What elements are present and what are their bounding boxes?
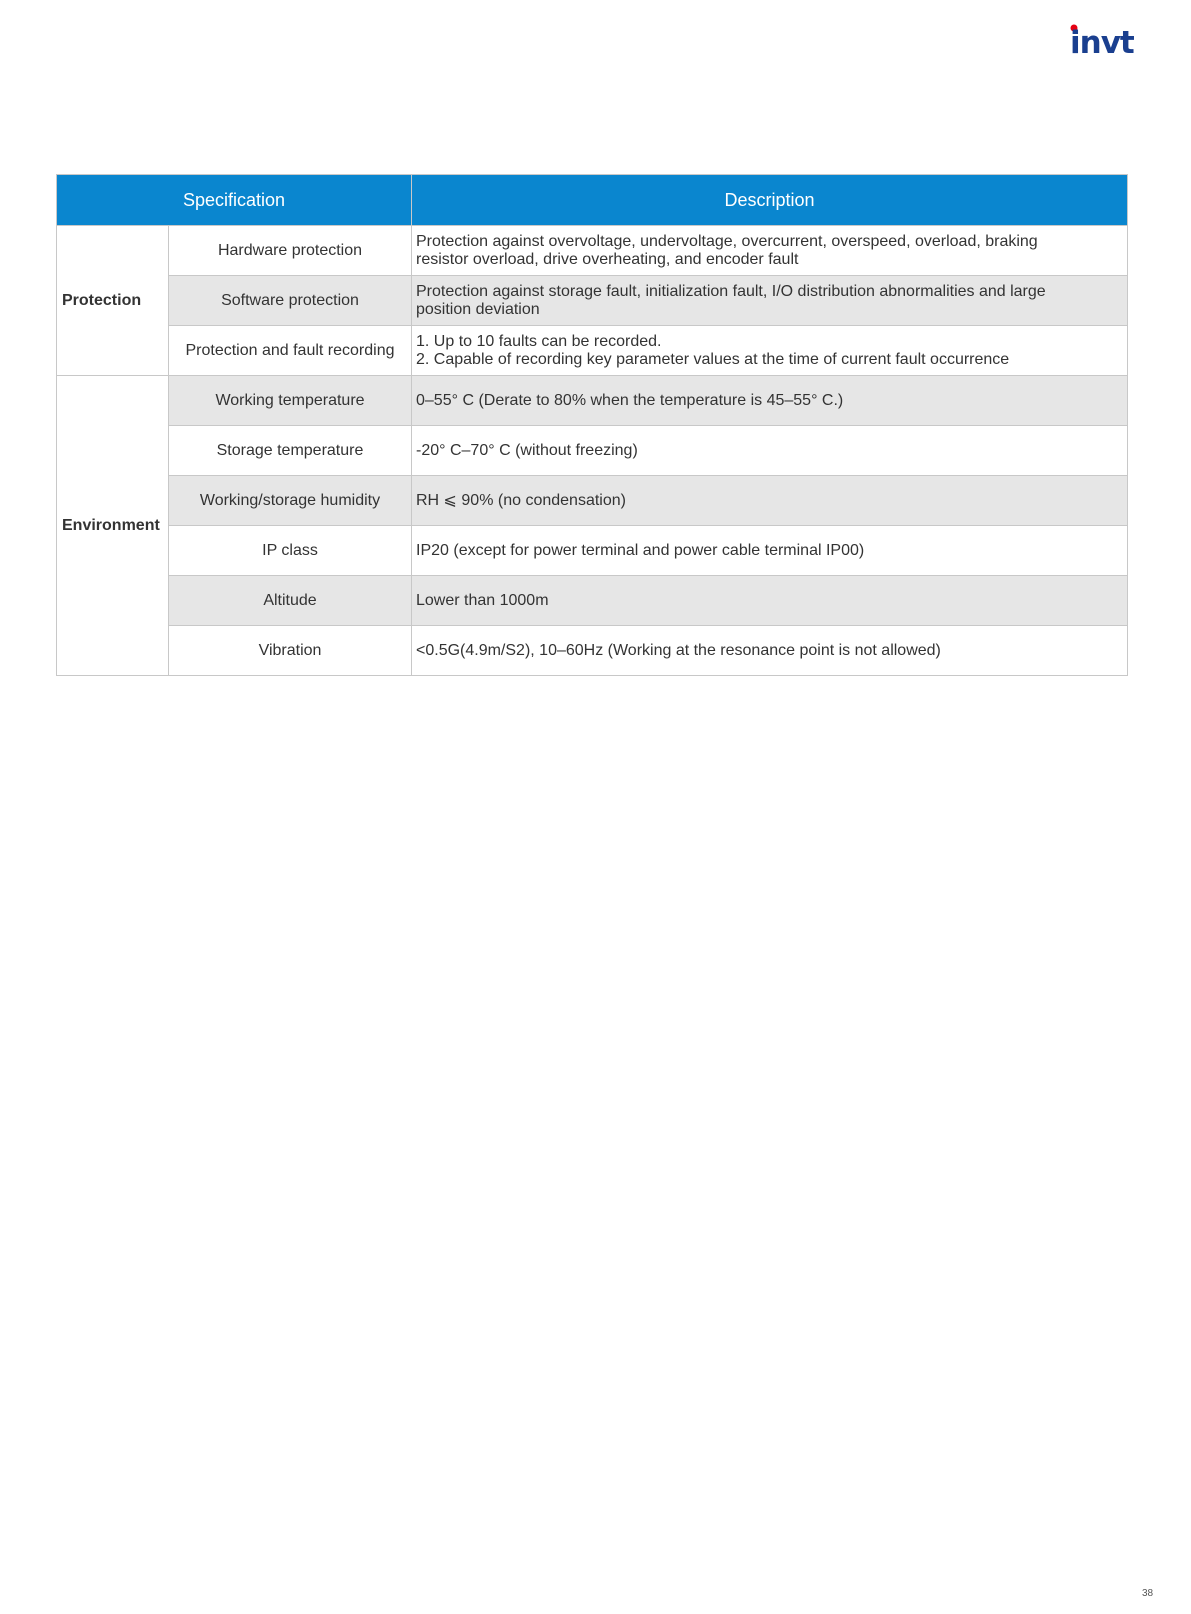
spec-description: 0–55° C (Derate to 80% when the temperature is 45–55° C.) bbox=[412, 376, 1128, 426]
spec-description: <0.5G(4.9m/S2), 10–60Hz (Working at the resonance point is not allowed) bbox=[412, 626, 1128, 676]
table-row bbox=[57, 326, 1128, 376]
group-protection: Protection bbox=[57, 226, 169, 376]
spec-description bbox=[412, 226, 1128, 276]
table-row bbox=[57, 376, 1128, 426]
table-row bbox=[57, 526, 1128, 576]
table-row bbox=[57, 276, 1128, 326]
description-line: 1. Up to 10 faults can be recorded. bbox=[416, 332, 662, 350]
table-row bbox=[57, 576, 1128, 626]
spec-description: -20° C–70° C (without freezing) bbox=[412, 426, 1128, 476]
description-line: position deviation bbox=[416, 300, 540, 318]
spec-item: Vibration bbox=[169, 626, 412, 676]
spec-description: IP20 (except for power terminal and power cable terminal IP00) bbox=[412, 526, 1128, 576]
invt-logo bbox=[1070, 22, 1142, 58]
page-number: 38 bbox=[1142, 1588, 1154, 1599]
spec-item: Storage temperature bbox=[169, 426, 412, 476]
spec-item: Hardware protection bbox=[169, 226, 412, 276]
spec-description bbox=[412, 326, 1128, 376]
spec-description bbox=[412, 276, 1128, 326]
specification-table bbox=[56, 174, 1128, 676]
spec-description: RH ⩽ 90% (no condensation) bbox=[412, 476, 1128, 526]
spec-item: Working temperature bbox=[169, 376, 412, 426]
table-header-row bbox=[57, 175, 1128, 226]
description-line: resistor overload, drive overheating, and encoder fault bbox=[416, 250, 799, 268]
description-line: Protection against overvoltage, undervoltage, overcurrent, overspeed, overload, braking bbox=[416, 232, 1038, 250]
table-row bbox=[57, 426, 1128, 476]
spec-item: Protection and fault recording bbox=[169, 326, 412, 376]
spec-item: IP class bbox=[169, 526, 412, 576]
spec-item: Altitude bbox=[169, 576, 412, 626]
spec-item: Working/storage humidity bbox=[169, 476, 412, 526]
description-line: 2. Capable of recording key parameter values at the time of current fault occurrence bbox=[416, 350, 1010, 368]
table-row bbox=[57, 626, 1128, 676]
spec-item: Software protection bbox=[169, 276, 412, 326]
table-row bbox=[57, 476, 1128, 526]
description-line: Protection against storage fault, initialization fault, I/O distribution abnormalities and large bbox=[416, 282, 1046, 300]
group-environment: Environment bbox=[57, 376, 169, 676]
header-description: Description bbox=[412, 175, 1128, 226]
spec-description: Lower than 1000m bbox=[412, 576, 1128, 626]
logo-text: invt bbox=[1070, 25, 1134, 58]
table-row bbox=[57, 226, 1128, 276]
header-specification: Specification bbox=[57, 175, 412, 226]
